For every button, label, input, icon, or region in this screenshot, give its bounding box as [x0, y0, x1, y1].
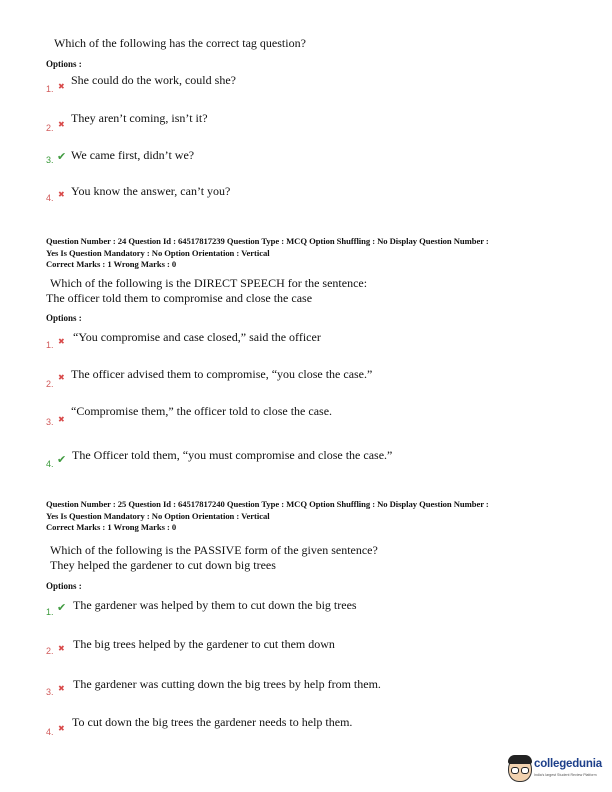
cross-mark-icon: ✖ [58, 120, 65, 129]
question-meta [46, 236, 489, 271]
option-number: 3. [46, 687, 54, 697]
option-number: 2. [46, 646, 54, 656]
logo-tagline: India's largest Student Review Platform [534, 773, 597, 777]
option-text: They aren’t coming, isn’t it? [71, 111, 208, 125]
option-number: 3. [46, 417, 54, 427]
check-mark-icon: ✔ [57, 150, 67, 163]
meta-line: Yes Is Question Mandatory : No Option Orientation : Vertical [46, 247, 270, 258]
option-number: 2. [46, 123, 54, 133]
option-text: The Officer told them, “you must compromise and close the case.” [72, 448, 393, 462]
question-text: Which of the following is the PASSIVE form of the given sentence? [50, 543, 378, 557]
marks-line: Correct Marks : 1 Wrong Marks : 0 [46, 522, 177, 532]
marks-line: Correct Marks : 1 Wrong Marks : 0 [46, 259, 177, 269]
option-text: We came first, didn’t we? [71, 148, 195, 162]
collegedunia-logo [508, 756, 604, 782]
cross-mark-icon: ✖ [58, 82, 65, 91]
option-text: To cut down the big trees the gardener needs to help them. [72, 715, 353, 729]
option-number: 4. [46, 727, 54, 737]
option-text: She could do the work, could she? [71, 73, 236, 87]
cross-mark-icon: ✖ [58, 373, 65, 382]
mascot-icon [508, 756, 532, 782]
question-text: Which of the following has the correct tag question? [54, 36, 306, 50]
option-number: 4. [46, 193, 54, 203]
option-text: The officer advised them to compromise, “you close the case.” [71, 367, 373, 381]
cross-mark-icon: ✖ [58, 337, 65, 346]
meta-line: Question Number : 24 Question Id : 64517817239 Question Type : MCQ Option Shuffling : No Display Question Number : [46, 236, 489, 246]
cross-mark-icon: ✖ [58, 644, 65, 653]
option-number: 4. [46, 459, 54, 469]
option-text: You know the answer, can’t you? [71, 184, 231, 198]
cross-mark-icon: ✖ [58, 684, 65, 693]
question-text: They helped the gardener to cut down big trees [50, 558, 276, 572]
question-text: Which of the following is the DIRECT SPEECH for the sentence: [50, 276, 368, 290]
question-text: The officer told them to compromise and close the case [46, 291, 313, 305]
option-number: 2. [46, 379, 54, 389]
option-text: The gardener was helped by them to cut down the big trees [73, 598, 357, 612]
option-text: “Compromise them,” the officer told to close the case. [71, 404, 333, 418]
options-label: Options : [46, 313, 82, 323]
cross-mark-icon: ✖ [58, 724, 65, 733]
cross-mark-icon: ✖ [58, 415, 65, 424]
option-text: The gardener was cutting down the big trees by help from them. [73, 677, 381, 691]
option-text: “You compromise and case closed,” said the officer [73, 330, 321, 344]
option-number: 1. [46, 340, 54, 350]
check-mark-icon: ✔ [57, 601, 67, 614]
option-number: 3. [46, 155, 54, 165]
check-mark-icon: ✔ [57, 453, 67, 466]
logo-name: collegedunia [534, 758, 602, 770]
option-text: The big trees helped by the gardener to cut them down [73, 637, 335, 651]
option-number: 1. [46, 607, 54, 617]
question-meta [46, 499, 489, 534]
options-label: Options : [46, 59, 82, 69]
options-label: Options : [46, 581, 82, 591]
cross-mark-icon: ✖ [58, 190, 65, 199]
option-number: 1. [46, 84, 54, 94]
meta-line: Question Number : 25 Question Id : 64517817240 Question Type : MCQ Option Shuffling : No Display Question Number : [46, 499, 489, 509]
meta-line: Yes Is Question Mandatory : No Option Orientation : Vertical [46, 510, 270, 521]
